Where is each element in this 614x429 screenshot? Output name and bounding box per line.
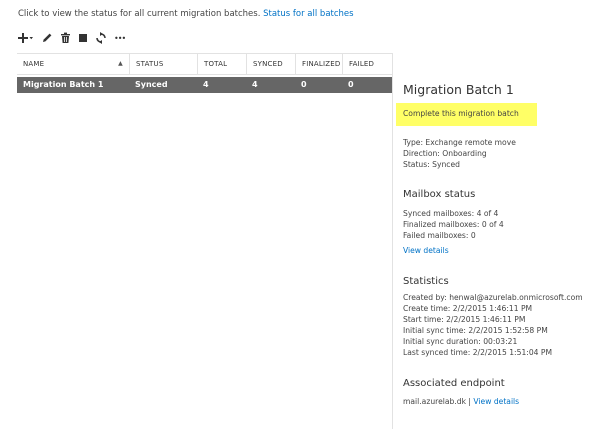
info-bar [18,9,354,19]
info-text: Click to view the status for all current migration batches. [18,9,261,19]
pane-divider [392,53,393,429]
endpoint-name: mail.azurelab.dk [403,397,466,406]
column-header-synced[interactable]: SYNCED [246,54,295,74]
table-row[interactable] [17,77,392,93]
create-time-text: Create time: 2/2/2015 1:46:11 PM [403,304,533,313]
synced-mailboxes-text: Synced mailboxes: 4 of 4 [403,209,499,218]
refresh-icon [95,32,107,44]
cell-name: Migration Batch 1 [23,80,104,89]
trash-icon [60,32,71,44]
status-all-batches-link[interactable]: Status for all batches [263,9,354,19]
table-header [17,53,392,75]
endpoint-view-details-link[interactable]: View details [473,397,520,406]
pencil-icon [41,32,53,44]
cell-status: Synced [135,80,168,89]
plus-icon [18,32,34,44]
last-synced-time-text: Last synced time: 2/2/2015 1:51:04 PM [403,348,553,357]
stop-icon [78,32,88,44]
mailbox-status-heading: Mailbox status [403,189,476,200]
sort-ascending-icon: ▲ [118,60,123,67]
details-title: Migration Batch 1 [403,82,514,97]
complete-batch-link[interactable]: Complete this migration batch [403,109,519,118]
edit-button[interactable] [41,31,53,45]
refresh-button[interactable] [95,31,107,45]
direction-text: Direction: Onboarding [403,149,487,158]
statistics-heading: Statistics [403,276,449,287]
column-header-total[interactable]: TOTAL [197,54,246,74]
mailbox-view-details-link[interactable]: View details [403,246,449,255]
initial-sync-duration-text: Initial sync duration: 00:03:21 [403,337,518,346]
cell-failed: 0 [348,80,354,89]
associated-endpoint-heading: Associated endpoint [403,378,505,389]
column-header-finalized[interactable]: FINALIZED [295,54,342,74]
column-header-status[interactable]: STATUS [129,54,197,74]
stop-button[interactable] [78,31,88,45]
type-text: Type: Exchange remote move [403,138,516,147]
finalized-mailboxes-text: Finalized mailboxes: 0 of 4 [403,220,504,229]
status-text: Status: Synced [403,160,460,169]
endpoint-separator: | [468,397,471,406]
initial-sync-time-text: Initial sync time: 2/2/2015 1:52:58 PM [403,326,548,335]
start-time-text: Start time: 2/2/2015 1:46:11 PM [403,315,526,324]
column-header-name[interactable]: NAME ▲ [17,54,129,74]
created-by-text: Created by: henwal@azurelab.onmicrosoft.com [403,293,583,302]
delete-button[interactable] [60,31,71,45]
cell-total: 4 [203,80,209,89]
failed-mailboxes-text: Failed mailboxes: 0 [403,231,476,240]
cell-finalized: 0 [301,80,307,89]
more-button[interactable] [114,31,125,45]
more-icon: ••• [114,33,126,43]
toolbar [18,30,132,46]
column-header-failed[interactable]: FAILED [342,54,392,74]
cell-synced: 4 [252,80,258,89]
add-button[interactable] [18,31,34,45]
endpoint-line [403,397,519,406]
